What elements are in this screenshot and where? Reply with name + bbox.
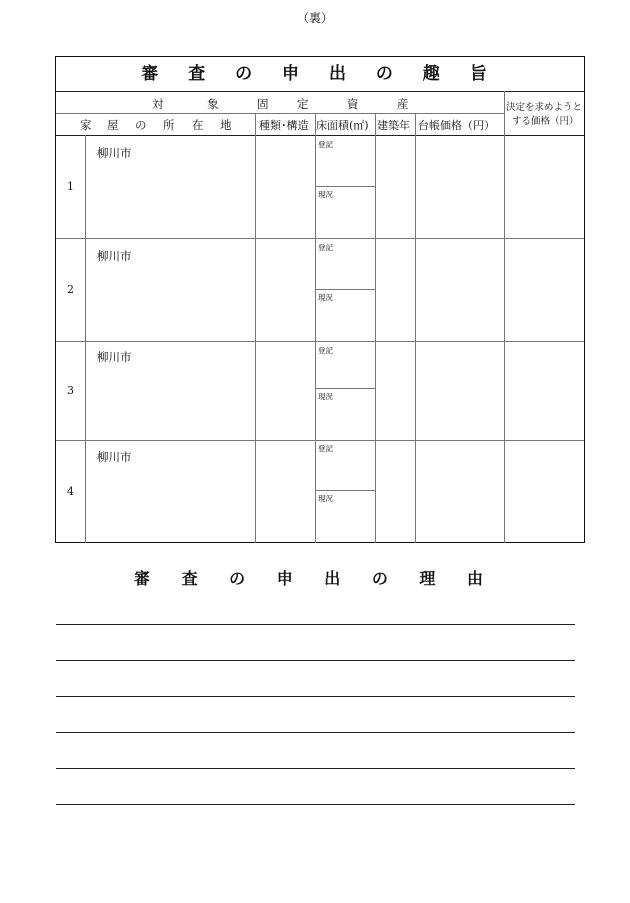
reason-writing-line[interactable]: [56, 804, 575, 805]
actual-area-label: 現況: [318, 392, 333, 401]
registered-area-label: 登記: [318, 444, 333, 453]
floor-area-header: 床面積(㎡): [316, 119, 369, 132]
built-year-header: 建築年: [377, 119, 410, 132]
row-number: 4: [67, 485, 74, 498]
type-structure-header: 種類･構造: [259, 119, 309, 132]
city-name: 柳川市: [97, 350, 132, 364]
row-number: 1: [67, 180, 74, 193]
registered-area-label: 登記: [318, 346, 333, 355]
actual-area-label: 現況: [318, 190, 333, 199]
reason-writing-line[interactable]: [56, 660, 575, 661]
reason-writing-line[interactable]: [56, 768, 575, 769]
reason-writing-line[interactable]: [56, 696, 575, 697]
requested-price-header-line2: する価格（円）: [512, 116, 579, 127]
city-name: 柳川市: [97, 450, 132, 464]
target-property-header: 対 象 固 定 資 産: [152, 97, 409, 111]
location-header: 家 屋 の 所 在 地: [80, 118, 232, 132]
requested-price-header-line1: 決定を求めようと: [506, 102, 583, 113]
row-number: 2: [67, 283, 74, 296]
registered-area-label: 登記: [318, 140, 333, 149]
registered-area-label: 登記: [318, 243, 333, 252]
ledger-price-header: 台帳価格（円）: [418, 119, 495, 132]
form-title: 審 査 の 申 出 の 趣 旨: [141, 64, 499, 84]
actual-area-label: 現況: [318, 494, 333, 503]
row-number: 3: [67, 384, 74, 397]
city-name: 柳川市: [97, 249, 132, 263]
property-table: [55, 56, 585, 543]
actual-area-label: 現況: [318, 293, 333, 302]
page-back-mark: （裏）: [296, 11, 333, 25]
reason-title: 審 査 の 申 出 の 理 由: [134, 569, 496, 588]
reason-writing-line[interactable]: [56, 732, 575, 733]
reason-writing-line[interactable]: [56, 624, 575, 625]
city-name: 柳川市: [97, 146, 132, 160]
